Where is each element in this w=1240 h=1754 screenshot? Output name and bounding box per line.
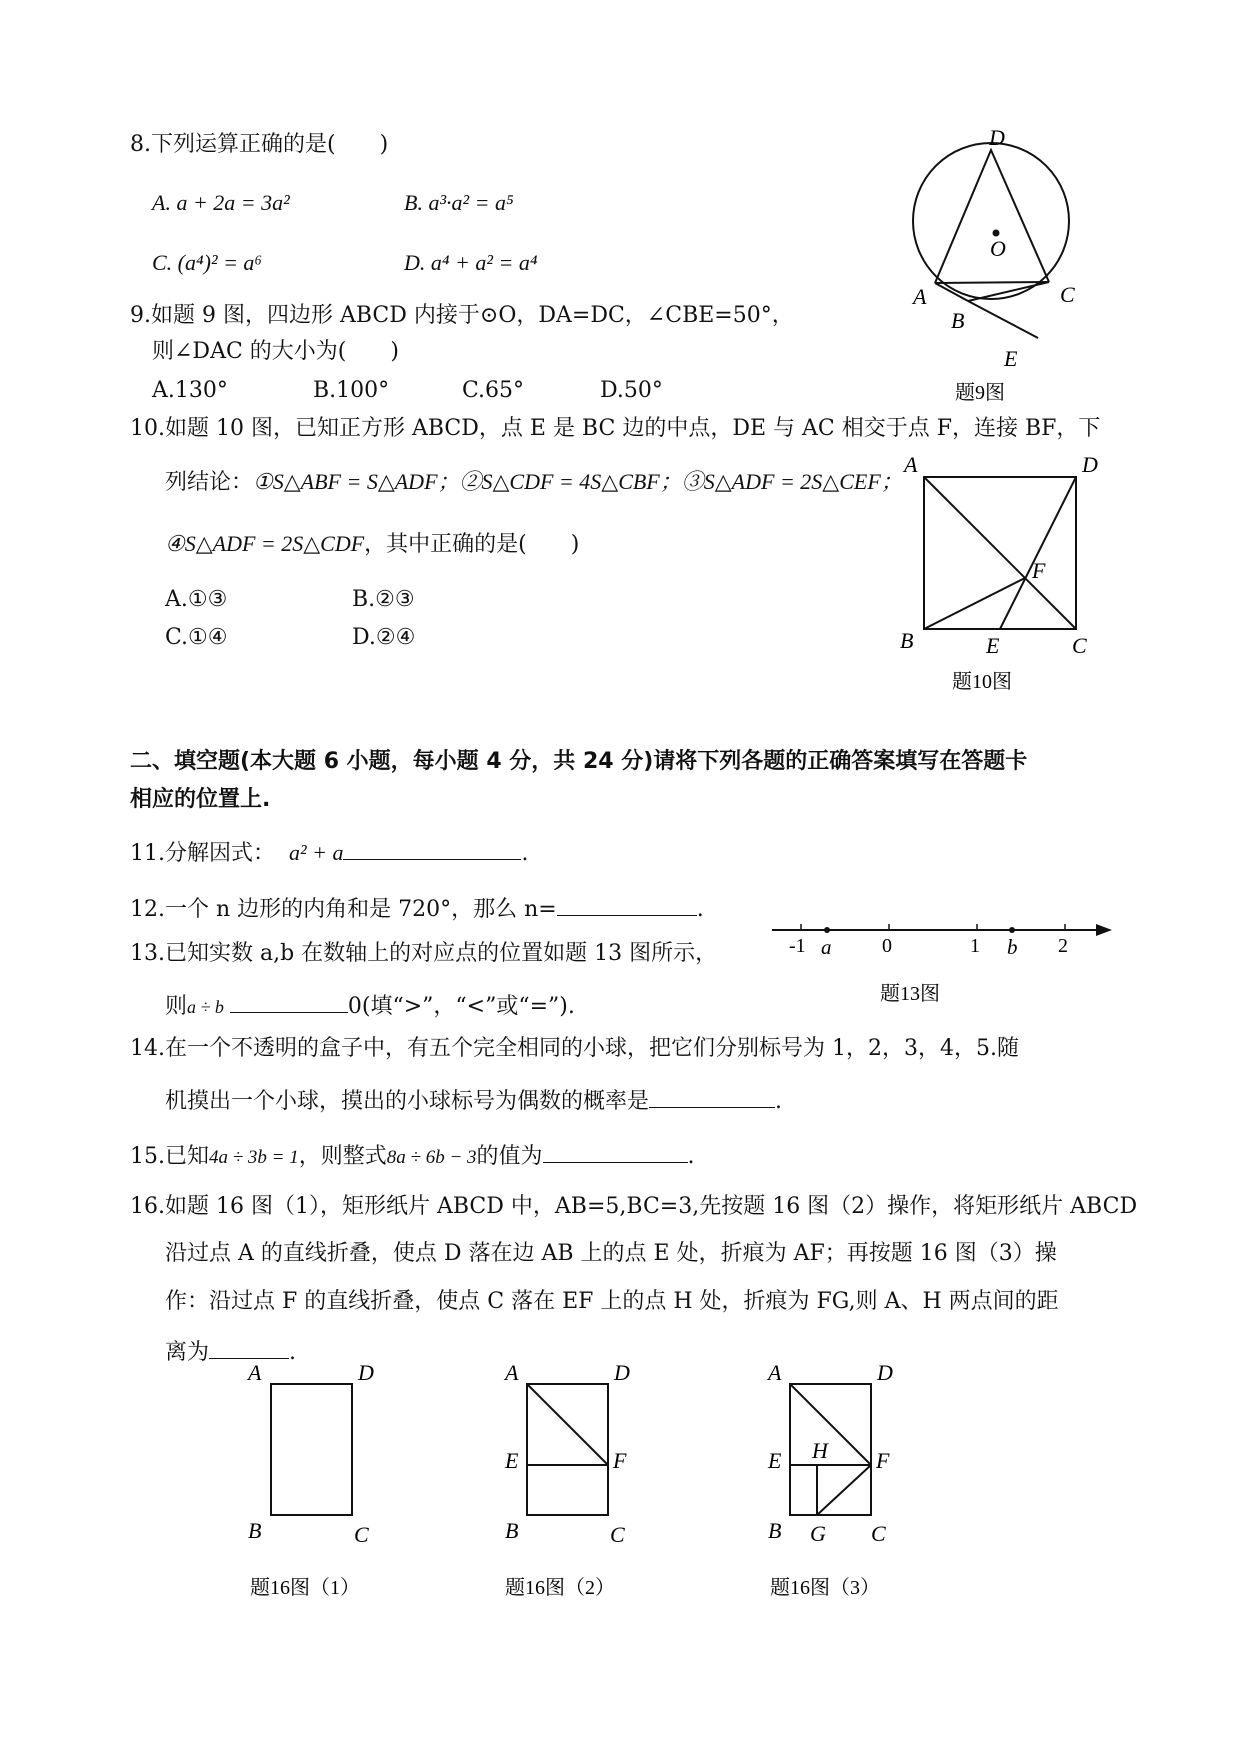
figure-13-number-line bbox=[760, 910, 1120, 1020]
label-b: B bbox=[900, 628, 914, 653]
crease-fg bbox=[817, 1465, 871, 1515]
q15-then: ，则整式 bbox=[298, 1144, 387, 1169]
label-c: C bbox=[1072, 633, 1087, 658]
label-f: F bbox=[876, 1448, 890, 1473]
q10-conclusion-4: ④S△ADF = 2S△CDF bbox=[165, 531, 365, 556]
figure-16-3-fold bbox=[760, 1360, 940, 1605]
q15-period: . bbox=[687, 1144, 695, 1169]
label-a: A bbox=[913, 284, 927, 309]
label-a: A bbox=[768, 1360, 782, 1385]
q15-line bbox=[130, 1140, 695, 1172]
q10-option-a: A.①③ bbox=[165, 587, 228, 612]
label-e: E bbox=[768, 1448, 782, 1473]
q11-line bbox=[130, 837, 528, 868]
q10-conclusion-4-line bbox=[165, 530, 579, 559]
q16-line-2: 沿过点 A 的直线折叠，使点 D 落在边 AB 上的点 E 处，折痕为 AF；再按题 16 图（3）操 bbox=[165, 1241, 1057, 1266]
figure-16-1-rectangle bbox=[240, 1360, 410, 1605]
label-c: C bbox=[354, 1522, 369, 1547]
label-a: A bbox=[505, 1360, 519, 1385]
ray-be bbox=[968, 301, 1038, 338]
q15-given: 15.已知 bbox=[130, 1144, 209, 1169]
q9-option-a: A.130° bbox=[152, 378, 228, 403]
q12-period: . bbox=[696, 897, 704, 922]
q16-line-4 bbox=[165, 1336, 296, 1367]
crease-af bbox=[790, 1384, 871, 1465]
figure-10-caption: 题10图 bbox=[952, 671, 1012, 693]
tick-1: 1 bbox=[970, 935, 980, 957]
segment-bf bbox=[924, 578, 1025, 629]
tick-2: 2 bbox=[1058, 935, 1068, 957]
q10-conclusion-1: ①S△ABF = S△ADF； bbox=[253, 469, 460, 494]
q10-stem: 10.如题 10 图，已知正方形 ABCD，点 E 是 BC 边的中点，DE 与 AC 相交于点 F，连接 BF，下 bbox=[130, 416, 1101, 441]
label-f: F bbox=[1032, 558, 1046, 583]
q10-conclusion-2: ②S△CDF = 4S△CBF； bbox=[459, 469, 682, 494]
figure-13-caption: 题13图 bbox=[880, 983, 940, 1005]
q16-line-3: 作：沿过点 F 的直线折叠，使点 C 落在 EF 上的点 H 处，折痕为 FG,则 A、H 两点间的距 bbox=[165, 1289, 1059, 1314]
label-g: G bbox=[810, 1521, 826, 1546]
q9-stem: 9.如题 9 图，四边形 ABCD 内接于⊙O，DA=DC，∠CBE=50°， bbox=[130, 303, 794, 328]
section-2-heading-line-1: 二、填空题(本大题 6 小题，每小题 4 分，共 24 分)请将下列各题的正确答案填写在答题卡 bbox=[130, 749, 1028, 774]
label-d: D bbox=[877, 1360, 893, 1385]
point-b bbox=[1009, 927, 1015, 933]
q13-line-2 bbox=[165, 990, 575, 1021]
q10-option-b: B.②③ bbox=[352, 587, 415, 612]
q8-option-b: B. a³·a² = a⁵ bbox=[404, 190, 514, 215]
label-e: E bbox=[1004, 346, 1018, 371]
q14-stem: 14.在一个不透明的盒子中，有五个完全相同的小球，把它们分别标号为 1，2，3，4，5.随 bbox=[130, 1036, 1019, 1061]
figure-9-caption: 题9图 bbox=[955, 382, 1005, 404]
figure-16-1-caption: 题16图（1） bbox=[250, 1577, 360, 1599]
q10-question: ，其中正确的是( ) bbox=[364, 532, 580, 557]
q11-prompt: 11.分解因式： bbox=[130, 841, 275, 866]
point-a bbox=[824, 927, 830, 933]
label-d: D bbox=[358, 1360, 374, 1385]
segment-de bbox=[1000, 477, 1076, 629]
figure-10-square-diagram bbox=[895, 450, 1098, 700]
q14-answer-blank[interactable] bbox=[649, 1085, 775, 1108]
q8-stem: 8.下列运算正确的是( ) bbox=[130, 132, 389, 157]
q15-expression-1: 4a ÷ 3b = 1 bbox=[209, 1147, 299, 1168]
diagonal-ac bbox=[924, 477, 1076, 629]
label-b: B bbox=[248, 1518, 262, 1543]
q13-expression: a ÷ b bbox=[187, 997, 224, 1017]
q9-option-c: C.65° bbox=[462, 378, 525, 403]
q11-period: . bbox=[521, 841, 529, 866]
q16-line-1: 16.如题 16 图（1），矩形纸片 ABCD 中，AB=5,BC=3,先按题 16 图（2）操作，将矩形纸片 ABCD bbox=[130, 1194, 1138, 1219]
q16-prompt: 离为 bbox=[165, 1340, 210, 1365]
label-e: E bbox=[505, 1448, 519, 1473]
label-d: D bbox=[614, 1360, 630, 1385]
label-d: D bbox=[989, 125, 1005, 150]
quad-abcd bbox=[935, 150, 1049, 283]
label-f: F bbox=[613, 1448, 627, 1473]
q9-stem-2: 则∠DAC 的大小为( ) bbox=[152, 339, 399, 364]
q8-option-d: D. a⁴ + a² = a⁴ bbox=[404, 250, 538, 275]
q9-option-d: D.50° bbox=[600, 378, 663, 403]
q16-period: . bbox=[289, 1340, 297, 1365]
label-c: C bbox=[610, 1522, 625, 1547]
crease-af bbox=[527, 1384, 608, 1465]
label-o: O bbox=[990, 236, 1006, 261]
label-h: H bbox=[812, 1438, 828, 1463]
q14-period: . bbox=[775, 1089, 783, 1114]
label-b: B bbox=[505, 1518, 519, 1543]
q12-prompt: 12.一个 n 边形的内角和是 720°，那么 n= bbox=[130, 897, 557, 922]
tick-b: b bbox=[1007, 935, 1018, 959]
label-a: A bbox=[904, 452, 918, 477]
q15-value-of: 的值为 bbox=[476, 1144, 543, 1169]
figure-16-2-fold bbox=[495, 1360, 665, 1605]
q8-option-c: C. (a⁴)² = a⁶ bbox=[152, 250, 263, 275]
label-b: B bbox=[768, 1518, 782, 1543]
q10-option-d: D.②④ bbox=[352, 625, 416, 650]
label-a: A bbox=[248, 1360, 262, 1385]
label-e: E bbox=[986, 633, 1000, 658]
q16-answer-blank[interactable] bbox=[209, 1336, 289, 1359]
q15-answer-blank[interactable] bbox=[543, 1140, 688, 1163]
q10-conclusions-label: 列结论： bbox=[165, 470, 254, 495]
tick-a: a bbox=[821, 935, 832, 959]
q10-option-c: C.①④ bbox=[165, 625, 228, 650]
q8-option-a: A. a + 2a = 3a² bbox=[152, 190, 290, 215]
q10-conclusion-3: ③S△ADF = 2S△CEF； bbox=[681, 469, 903, 494]
q11-expression: a² + a bbox=[289, 840, 344, 865]
q11-answer-blank[interactable] bbox=[343, 837, 521, 860]
q12-answer-blank[interactable] bbox=[557, 893, 697, 916]
q13-answer-blank[interactable] bbox=[230, 990, 348, 1013]
q15-expression-2: 8a ÷ 6b − 3 bbox=[386, 1147, 477, 1168]
label-c: C bbox=[871, 1521, 886, 1546]
figure-16-3-caption: 题16图（3） bbox=[770, 1577, 880, 1599]
tick-0: 0 bbox=[882, 935, 892, 957]
q14-prompt: 机摸出一个小球，摸出的小球标号为偶数的概率是 bbox=[165, 1089, 650, 1114]
q13-stem: 13.已知实数 a,b 在数轴上的对应点的位置如题 13 图所示， bbox=[130, 941, 718, 966]
figure-9-circle-diagram bbox=[900, 120, 1100, 404]
q9-option-b: B.100° bbox=[313, 378, 390, 403]
q13-then: 则 bbox=[165, 994, 188, 1019]
q14-line-2 bbox=[165, 1085, 782, 1116]
label-c: C bbox=[1060, 282, 1075, 307]
q10-conclusions-line bbox=[165, 468, 903, 497]
label-b: B bbox=[951, 308, 965, 333]
section-2-heading-line-2: 相应的位置上. bbox=[130, 787, 271, 812]
tick-minus-1: -1 bbox=[789, 935, 806, 957]
q13-instruction: 0(填“>”，“<”或“=”). bbox=[347, 994, 575, 1019]
figure-16-2-caption: 题16图（2） bbox=[505, 1577, 615, 1599]
q12-line bbox=[130, 893, 704, 924]
label-d: D bbox=[1082, 452, 1098, 477]
